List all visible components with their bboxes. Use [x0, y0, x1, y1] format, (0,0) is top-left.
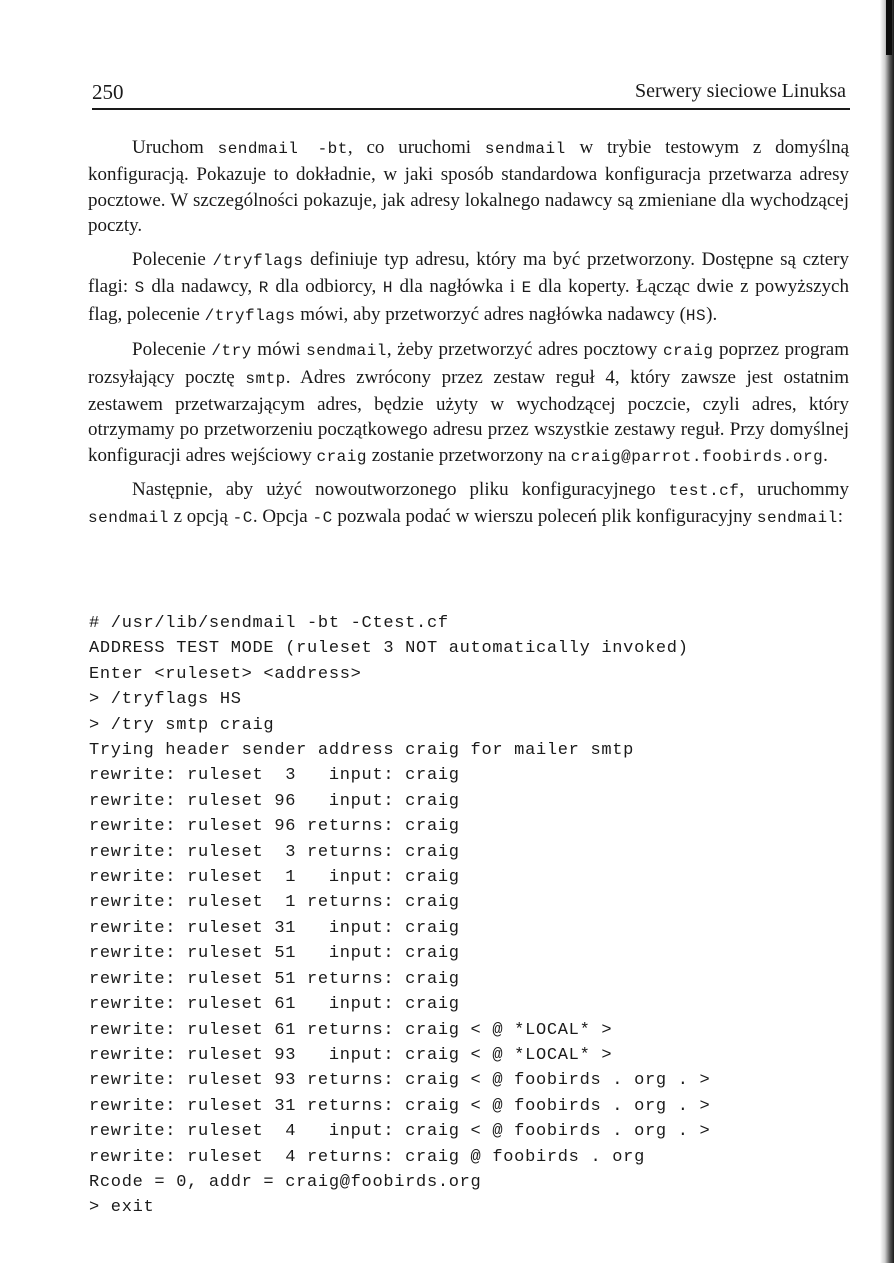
- code-line: rewrite: ruleset 4 input: craig < @ foobirds . org . >: [89, 1122, 711, 1142]
- code-line: ADDRESS TEST MODE (ruleset 3 NOT automatically invoked): [89, 639, 689, 659]
- code-line: rewrite: ruleset 51 returns: craig: [89, 969, 460, 989]
- inline-code: sendmail: [756, 509, 838, 528]
- paragraph: [88, 247, 849, 329]
- page-number: 250: [92, 80, 124, 104]
- code-line: rewrite: ruleset 93 returns: craig < @ foobirds . org . >: [89, 1071, 711, 1091]
- paragraph-text: w trybie testowym z domyślną konfiguracją. Pokazuje to dokładnie, w jaki sposób standardowa konfiguracja przetwarza adresy pocztowe. W szczególności pokazuje, jak adresy lokalnego nadawcy są zmieniane dla wychodzącej poczty.: [88, 137, 850, 237]
- code-line: rewrite: ruleset 31 input: craig: [89, 918, 460, 938]
- code-line: > /tryflags HS: [89, 690, 242, 710]
- inline-code: R: [258, 279, 269, 298]
- code-line: rewrite: ruleset 1 input: craig: [89, 868, 460, 888]
- code-line: # /usr/lib/sendmail -bt -Ctest.cf: [89, 614, 449, 633]
- inline-code: sendmail: [306, 342, 387, 361]
- inline-code: test.cf: [668, 481, 740, 500]
- code-line: > /try smtp craig: [89, 715, 275, 735]
- page-edge-mark: [886, 0, 892, 55]
- paragraph-text: .: [823, 444, 828, 466]
- code-line: rewrite: ruleset 3 returns: craig: [89, 842, 460, 862]
- paragraph-text: , żeby przetworzyć adres pocztowy: [386, 339, 663, 361]
- code-line: rewrite: ruleset 51 input: craig: [89, 944, 460, 964]
- code-line: rewrite: ruleset 96 returns: craig: [89, 817, 460, 837]
- body-text: [88, 135, 849, 540]
- paragraph-text: zostanie przetworzony na: [366, 444, 571, 466]
- paragraph-text: , uruchommy: [739, 478, 849, 500]
- inline-code: HS: [685, 306, 707, 325]
- paragraph-text: mówi, aby przetworzyć adres nagłówka nadawcy (: [295, 303, 686, 325]
- paragraph-text: definiuje typ adresu, który ma być przetworzony. Dostępne są cztery flagi:: [88, 248, 850, 298]
- paragraph-text: mówi: [251, 339, 307, 361]
- code-line: > exit: [89, 1198, 155, 1218]
- inline-code: /try: [211, 342, 252, 361]
- code-line: rewrite: ruleset 1 returns: craig: [89, 893, 460, 913]
- inline-code: craig: [662, 342, 714, 361]
- running-title: Serwery sieciowe Linuksa: [634, 80, 846, 102]
- code-line: Trying header sender address craig for mailer smtp: [89, 741, 635, 761]
- code-line: rewrite: ruleset 96 input: craig: [89, 791, 460, 811]
- paragraph-text: Uruchom: [132, 137, 218, 158]
- inline-code: -C: [312, 509, 333, 528]
- inline-code: sendmail: [484, 140, 566, 158]
- code-line: rewrite: ruleset 3 input: craig: [89, 766, 460, 786]
- paragraph-text: ).: [706, 303, 718, 325]
- code-line: Rcode = 0, addr = craig@foobirds.org: [89, 1172, 482, 1192]
- inline-code: E: [521, 279, 532, 298]
- paragraph-text: , co uruchomi: [347, 137, 485, 158]
- paragraph-text: Polecenie: [132, 339, 212, 361]
- inline-code: -C: [232, 509, 253, 528]
- inline-code: /tryflags: [212, 251, 304, 270]
- paragraph-text: poprzez program rozsyłający pocztę: [88, 339, 849, 388]
- page-edge-shadow: [880, 0, 894, 1263]
- inline-code: craig@parrot.foobirds.org: [570, 447, 824, 466]
- code-line: rewrite: ruleset 31 returns: craig < @ foobirds . org . >: [89, 1096, 711, 1116]
- paragraph: [88, 477, 849, 532]
- code-line: rewrite: ruleset 61 input: craig: [89, 995, 460, 1015]
- paragraph-text: dla koperty. Łącząc dwie z powyższych flag, polecenie: [88, 276, 849, 325]
- running-header: [92, 78, 850, 110]
- inline-code: S: [134, 279, 145, 298]
- code-line: rewrite: ruleset 4 returns: craig @ foobirds . org: [89, 1147, 645, 1167]
- paragraph-text: dla nadawcy,: [144, 276, 259, 298]
- terminal-session: [89, 611, 710, 1221]
- paragraph-text: z opcją: [168, 506, 233, 528]
- paragraph-text: dla odbiorcy,: [268, 276, 383, 298]
- inline-code: smtp: [245, 369, 286, 388]
- inline-code: /tryflags: [204, 306, 296, 325]
- code-line: Enter <ruleset> <address>: [89, 664, 362, 684]
- paragraph: [88, 337, 849, 470]
- paragraph-text: . Adres zwrócony przez zestaw reguł 4, który zawsze jest ostatnim zestawem przetwarzającym adres, będzie użyty w wychodzącej poczcie, czyli adres, który otrzymamy po przetworzeniu początkowego adresu przez wszystkie zestawy reguł. Przy domyślnej konfiguracji adres wejściowy: [88, 366, 849, 466]
- code-line: rewrite: ruleset 61 returns: craig < @ *LOCAL* >: [89, 1020, 613, 1040]
- code-line: rewrite: ruleset 93 input: craig < @ *LOCAL* >: [89, 1045, 613, 1065]
- inline-code: H: [382, 279, 393, 298]
- paragraph-text: Polecenie: [132, 248, 213, 270]
- inline-code: craig: [316, 447, 367, 466]
- inline-code: sendmail -bt: [217, 140, 348, 158]
- paragraph-text: . Opcja: [252, 506, 313, 528]
- paragraph-text: Następnie, aby użyć nowoutworzonego pliku konfiguracyjnego: [132, 478, 669, 500]
- paragraph-text: pozwala podać w wierszu poleceń plik konfiguracyjny: [332, 506, 757, 528]
- inline-code: sendmail: [88, 509, 169, 528]
- paragraph-text: :: [837, 506, 843, 528]
- paragraph: [88, 135, 849, 239]
- paragraph-text: dla nagłówka i: [392, 276, 522, 298]
